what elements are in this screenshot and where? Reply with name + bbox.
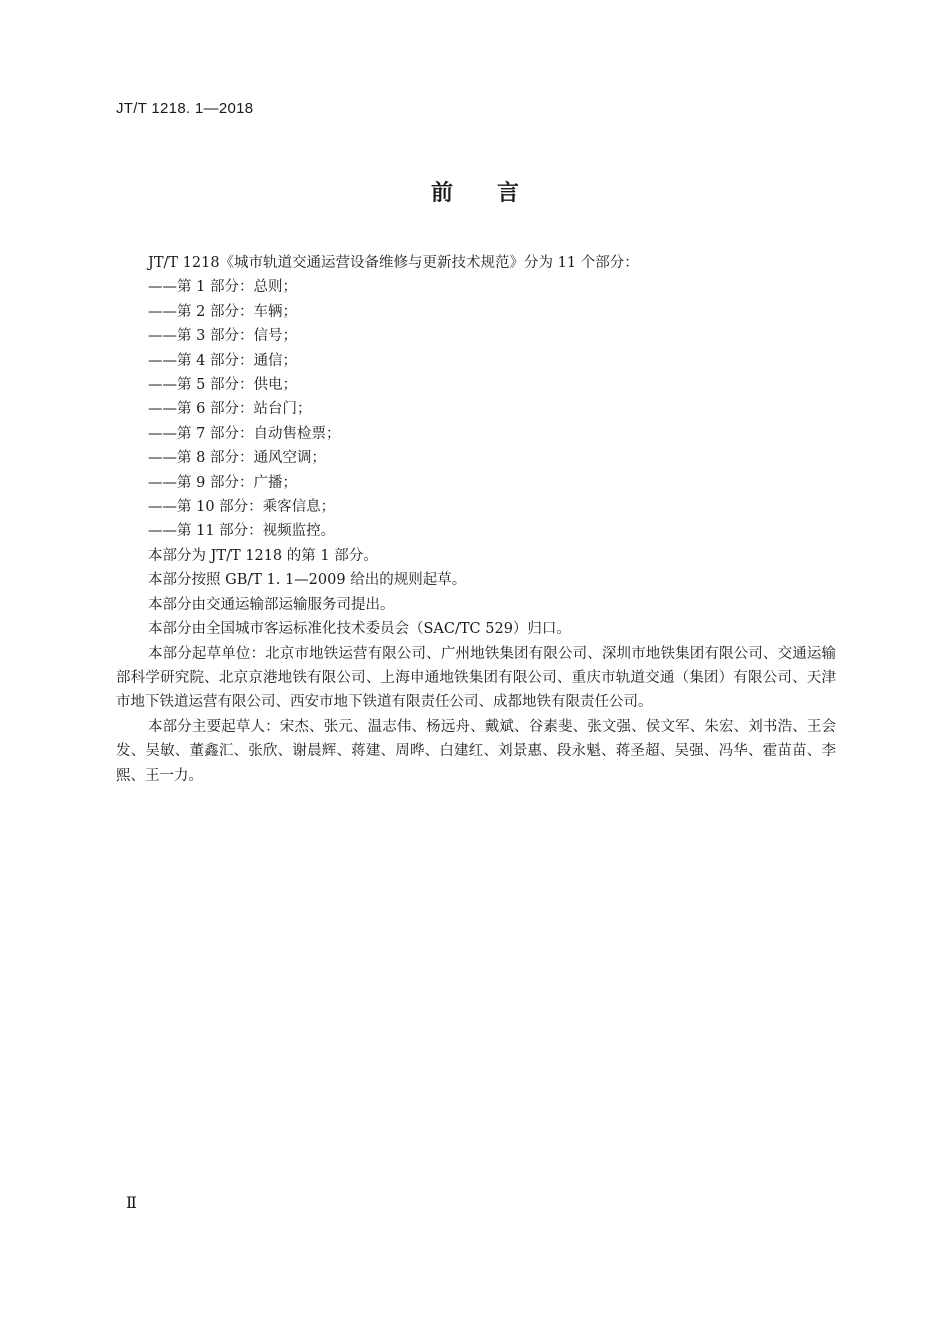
part-item-10: ——第 10 部分：乘客信息；	[148, 499, 336, 516]
part-item-4: ——第 4 部分：通信；	[148, 352, 297, 369]
part-item-8: ——第 8 部分：通风空调；	[148, 450, 326, 467]
part-item-7: ——第 7 部分：自动售检票；	[148, 425, 341, 442]
proposer: 本部分由交通运输部运输服务司提出。	[148, 596, 395, 613]
part-item-9: ——第 9 部分：广播；	[148, 474, 297, 491]
part-item-6: ——第 6 部分：站台门；	[148, 401, 312, 418]
main-drafters: 本部分主要起草人：宋杰、张元、温志伟、杨远舟、戴斌、谷素斐、张文强、侯文军、朱宏、刘书浩、王会发、吴敏、董鑫汇、张欣、谢晨辉、蒋建、周晔、白建红、刘景惠、段永魁、蒋圣超、吴强、冯华、霍苗苗、李熙、王一力。	[116, 718, 836, 784]
part-item-11: ——第 11 部分：视频监控。	[148, 523, 336, 540]
page-number: Ⅱ	[126, 1193, 137, 1212]
drafting-rules: 本部分按照 GB/T 1. 1—2009 给出的规则起草。	[148, 572, 467, 589]
part-statement: 本部分为 JT/T 1218 的第 1 部分。	[148, 547, 378, 564]
part-item-1: ——第 1 部分：总则；	[148, 279, 297, 296]
page-title: 前言	[430, 181, 563, 206]
technical-committee: 本部分由全国城市客运标准化技术委员会（SAC/TC 529）归口。	[148, 621, 571, 638]
drafting-units: 本部分起草单位：北京市地铁运营有限公司、广州地铁集团有限公司、深圳市地铁集团有限公司、交通运输部科学研究院、北京京港地铁有限公司、上海申通地铁集团有限公司、重庆市轨道交通（集团）有限公司、天津市地下铁道运营有限公司、西安市地下铁道有限责任公司、成都地铁有限责任公司。	[116, 645, 836, 711]
parts-list	[116, 275, 836, 543]
part-item-3: ——第 3 部分：信号；	[148, 328, 297, 345]
part-item-2: ——第 2 部分：车辆；	[148, 303, 297, 320]
part-item-5: ——第 5 部分：供电；	[148, 377, 297, 394]
intro-paragraph: JT/T 1218《城市轨道交通运营设备维修与更新技术规范》分为 11 个部分：	[148, 255, 639, 271]
standard-code: JT/T 1218. 1—2018	[116, 100, 254, 117]
foreword-body	[116, 251, 836, 788]
